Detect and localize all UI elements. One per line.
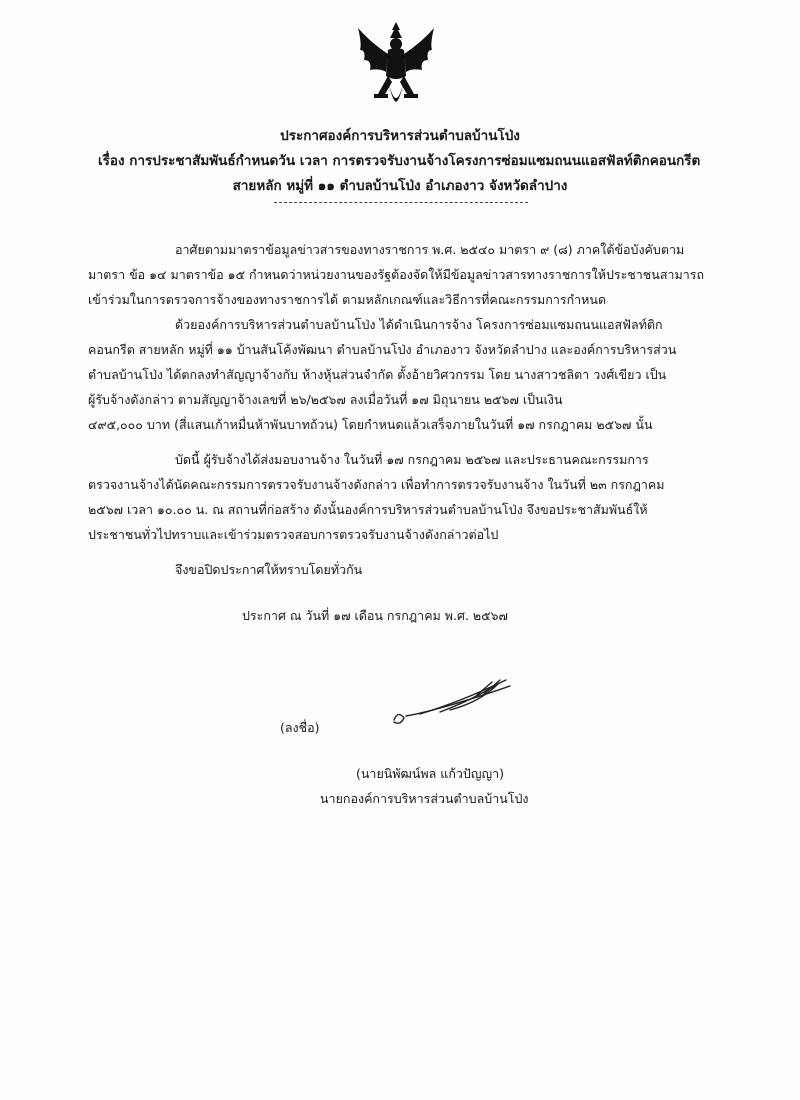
paragraph-1-line-2: มาตรา ข้อ ๑๔ มาตราข้อ ๑๕ กำหนดว่าหน่วยงานของรัฐต้องจัดให้มีข้อมูลข่าวสารทางราชการให้ประชาชนสามารถ bbox=[88, 267, 705, 282]
subject-line: เรื่อง การประชาสัมพันธ์กำหนดวัน เวลา การตรวจรับงานจ้างโครงการซ่อมแซมถนนแอสฟัลท์ติกคอนกรีต bbox=[98, 153, 701, 169]
handwritten-signature-icon bbox=[380, 676, 520, 736]
sign-label: (ลงชื่อ) bbox=[280, 720, 320, 735]
garuda-emblem-icon bbox=[352, 20, 440, 116]
signer-position: นายกองค์การบริหารส่วนตำบลบ้านโป่ง bbox=[320, 791, 529, 806]
header-divider bbox=[274, 202, 528, 203]
paragraph-3-line-2: ตรวจงานจ้างได้นัดคณะกรรมการตรวจรับงานจ้างดังกล่าว เพื่อทำการตรวจรับงานจ้าง ในวันที่ ๒๓ กรกฎาคม bbox=[88, 477, 665, 492]
paragraph-2-line-4: ผู้รับจ้างดังกล่าว ตามสัญญาจ้างเลขที่ ๒๖/๒๕๖๗ ลงเมื่อวันที่ ๑๗ มิถุนายน ๒๕๖๗ เป็นเงิน bbox=[88, 392, 563, 407]
paragraph-1-line-1: อาศัยตามมาตราข้อมูลข่าวสารของทางราชการ พ.ศ. ๒๕๔๐ มาตรา ๙ (๘) ภาคใต้ข้อบังคับตาม bbox=[175, 242, 685, 257]
signer-name: (นายนิพัฒน์พล แก้วปัญญา) bbox=[356, 766, 505, 781]
paragraph-3-line-3: ๒๕๖๗ เวลา ๑๐.๐๐ น. ณ สถานที่ก่อสร้าง ดังนั้นองค์การบริหารส่วนตำบลบ้านโป่ง จึงขอประชาสัมพันธ์ให้ bbox=[88, 502, 648, 517]
subject-location: สายหลัก หมู่ที่ ๑๑ ตำบลบ้านโป่ง อำเภองาว จังหวัดลำปาง bbox=[232, 178, 568, 194]
announcement-title: ประกาศองค์การบริหารส่วนตำบลบ้านโป่ง bbox=[280, 128, 520, 144]
paragraph-3-line-4: ประชาชนทั่วไปทราบและเข้าร่วมตรวจสอบการตรวจรับงานจ้างดังกล่าวต่อไป bbox=[88, 527, 499, 542]
paragraph-2-line-5: ๔๙๕,๐๐๐ บาท (สี่แสนเก้าหมื่นห้าพันบาทถ้วน) โดยกำหนดแล้วเสร็จภายในวันที่ ๑๗ กรกฎาคม ๒๕๖๗ นั้น bbox=[88, 417, 653, 432]
paragraph-2-line-3: ตำบลบ้านโป่ง ได้ตกลงทำสัญญาจ้างกับ ห้างหุ้นส่วนจำกัด ตั้งอ้ายวิศวกรรม โดย นางสาวชลิตา วงศ์เขียว เป็น bbox=[88, 367, 667, 382]
closing-line: จึงขอปิดประกาศให้ทราบโดยทั่วกัน bbox=[175, 562, 363, 577]
paragraph-1-line-3: เข้าร่วมในการตรวจการจ้างของทางราชการได้ ตามหลักเกณฑ์และวิธีการที่คณะกรรมการกำหนด bbox=[88, 292, 607, 307]
announcement-date: ประกาศ ณ วันที่ ๑๗ เดือน กรกฎาคม พ.ศ. ๒๕๖๗ bbox=[242, 608, 508, 623]
paragraph-3-line-1: บัดนี้ ผู้รับจ้างได้ส่งมอบงานจ้าง ในวันที่ ๑๗ กรกฎาคม ๒๕๖๗ และประธานคณะกรรมการ bbox=[175, 452, 649, 467]
paragraph-2-line-2: คอนกรีต สายหลัก หมู่ที่ ๑๑ บ้านสันโค้งพัฒนา ตำบลบ้านโป่ง อำเภองาว จังหวัดลำปาง และองค์การบริหารส่วน bbox=[88, 342, 677, 357]
paragraph-2-line-1: ด้วยองค์การบริหารส่วนตำบลบ้านโป่ง ได้ดำเนินการจ้าง โครงการซ่อมแซมถนนแอสฟัลท์ติก bbox=[175, 317, 663, 332]
